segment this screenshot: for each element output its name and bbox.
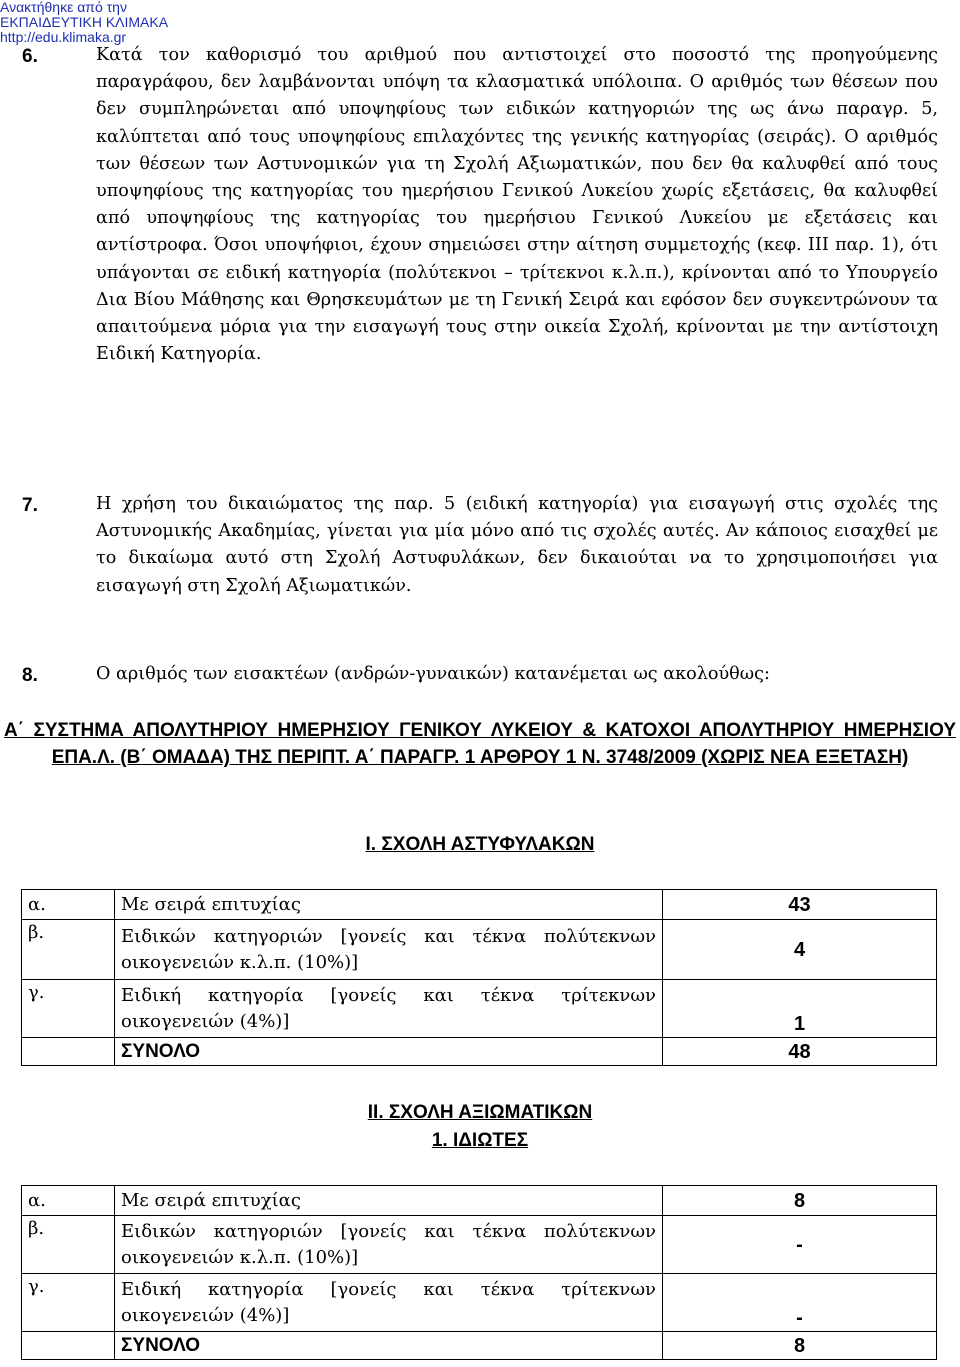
watermark-line-1: Ανακτήθηκε από την [0,0,127,15]
table-row [22,920,937,980]
school-2-subtitle: 1. ΙΔΙΩΤΕΣ [431,1130,529,1151]
row-letter: α. [22,1186,115,1216]
table-row [22,890,937,920]
row-value: 8 [663,1186,937,1216]
row-letter: γ. [22,1274,115,1332]
row-value: - [663,1216,937,1274]
row-letter: β. [22,1216,115,1274]
row-letter: α. [22,890,115,920]
watermark-line-2: ΕΚΠΑΙΔΕΥΤΙΚΗ ΚΛΙΜΑΚΑ [0,14,169,30]
watermark-line-3[interactable]: http://edu.klimaka.gr [0,29,127,45]
row-letter [22,1038,115,1066]
system-heading: Α΄ ΣΥΣΤΗΜΑ ΑΠΟΛΥΤΗΡΙΟΥ ΗΜΕΡΗΣΙΟΥ ΓΕΝΙΚΟΥ ΛΥΚΕΙΟΥ & ΚΑΤΟΧΟΙ ΑΠΟΛΥΤΗΡΙΟΥ ΗΜΕΡΗΣΙΟΥ ΕΠΑ.Λ. (Β΄ ΟΜΑΔΑ) ΤΗΣ ΠΕΡΙΠΤ. Α΄ ΠΑΡΑΓΡ. 1 ΑΡΘΡΟΥ 1 Ν. 3748/2009 (ΧΩΡΙΣ ΝΕΑ ΕΞΕΤΑΣΗ) [4,720,956,768]
row-description: Ειδικών κατηγοριών [γονείς και τέκνα πολύτεκνων οικογενειών κ.λ.π. (10%)] [115,1216,663,1274]
table-row [22,1186,937,1216]
source-watermark [0,0,168,45]
row-value: 4 [663,920,937,980]
table-total-row [22,1332,937,1360]
total-value: 48 [663,1038,937,1066]
total-value: 8 [663,1332,937,1360]
row-letter: β. [22,920,115,980]
table-row [22,980,937,1038]
item-text: Κατά τον καθορισμό του αριθμού που αντιστοιχεί στο ποσοστό της προηγούμενης παραγράφου, δεν λαμβάνονται υπόψη τα κλασματικά υπόλοιπα. Ο αριθμός των θέσεων που δεν συμπληρώνεται από υποψηφίους των ειδικών κατηγοριών της ως άνω παραγρ. 5, καλύπτεται από τους υποψηφίους επιλαχόντες της γενικής κατηγορίας (σειράς). Ο αριθμός των θέσεων των Αστυνομικών για τη Σχολή Αξιωματικών, που δεν θα καλυφθεί από τους υποψηφίους της κατηγορίας του ημερήσιου Γενικού Λυκείου χωρίς εξετάσεις, θα καλυφθεί από υποψηφίους της κατηγορίας του ημερήσιου Γενικού Λυκείου με εξετάσεις και αντίστροφα. Όσοι υποψήφιοι, έχουν σημειώσει στην αίτηση συμμετοχής (κεφ. ΙΙΙ παρ. 1), ότι υπάγονται σε ειδική κατηγορία (πολύτεκνοι – τρίτεκνοι κ.λ.π.), κρίνονται από το Υπουργείο Δια Βίου Μάθησης και Θρησκευμάτων με τη Γενική Σειρά και εφόσον δεν συγκεντρώνουν τα απαιτούμενα μόρια για την εισαγωγή τους στην οικεία Σχολή, κρίνονται με την αντίστοιχη Ειδική Κατηγορία. [96,45,938,365]
row-value: - [663,1274,937,1332]
table-row [22,1216,937,1274]
total-label: ΣΥΝΟΛΟ [115,1038,663,1066]
item-text: Ο αριθμός των εισακτέων (ανδρών-γυναικών) κατανέμεται ως ακολούθως: [96,664,770,684]
school-2-table [21,1185,937,1360]
school-2-title: ΙΙ. ΣΧΟΛΗ ΑΞΙΩΜΑΤΙΚΩΝ [367,1102,593,1123]
row-letter [22,1332,115,1360]
item-number: 6. [22,46,38,67]
row-description: Ειδική κατηγορία [γονείς και τέκνα τρίτεκνων οικογενειών (4%)] [115,980,663,1038]
row-value: 43 [663,890,937,920]
item-text: Η χρήση του δικαιώματος της παρ. 5 (ειδική κατηγορία) για εισαγωγή στις σχολές της Αστυνομικής Ακαδημίας, γίνεται για μία μόνο από τις σχολές αυτές. Αν κάποιος εισαχθεί με το δικαίωμα αυτό στη Σχολή Αστυφυλάκων, δεν δικαιούται να το χρησιμοποιήσει για εισαγωγή στη Σχολή Αξιωματικών. [96,494,938,596]
row-description: Με σειρά επιτυχίας [115,890,663,920]
row-description: Με σειρά επιτυχίας [115,1186,663,1216]
table-row [22,1274,937,1332]
table-total-row [22,1038,937,1066]
total-label: ΣΥΝΟΛΟ [115,1332,663,1360]
row-letter: γ. [22,980,115,1038]
row-description: Ειδική κατηγορία [γονείς και τέκνα τρίτεκνων οικογενειών (4%)] [115,1274,663,1332]
school-1-title: Ι. ΣΧΟΛΗ ΑΣΤΥΦΥΛΑΚΩΝ [365,834,595,855]
item-number: 7. [22,495,38,516]
item-number: 8. [22,665,38,686]
row-description: Ειδικών κατηγοριών [γονείς και τέκνα πολύτεκνων οικογενειών κ.λ.π. (10%)] [115,920,663,980]
row-value: 1 [663,980,937,1038]
school-1-table [21,889,937,1066]
